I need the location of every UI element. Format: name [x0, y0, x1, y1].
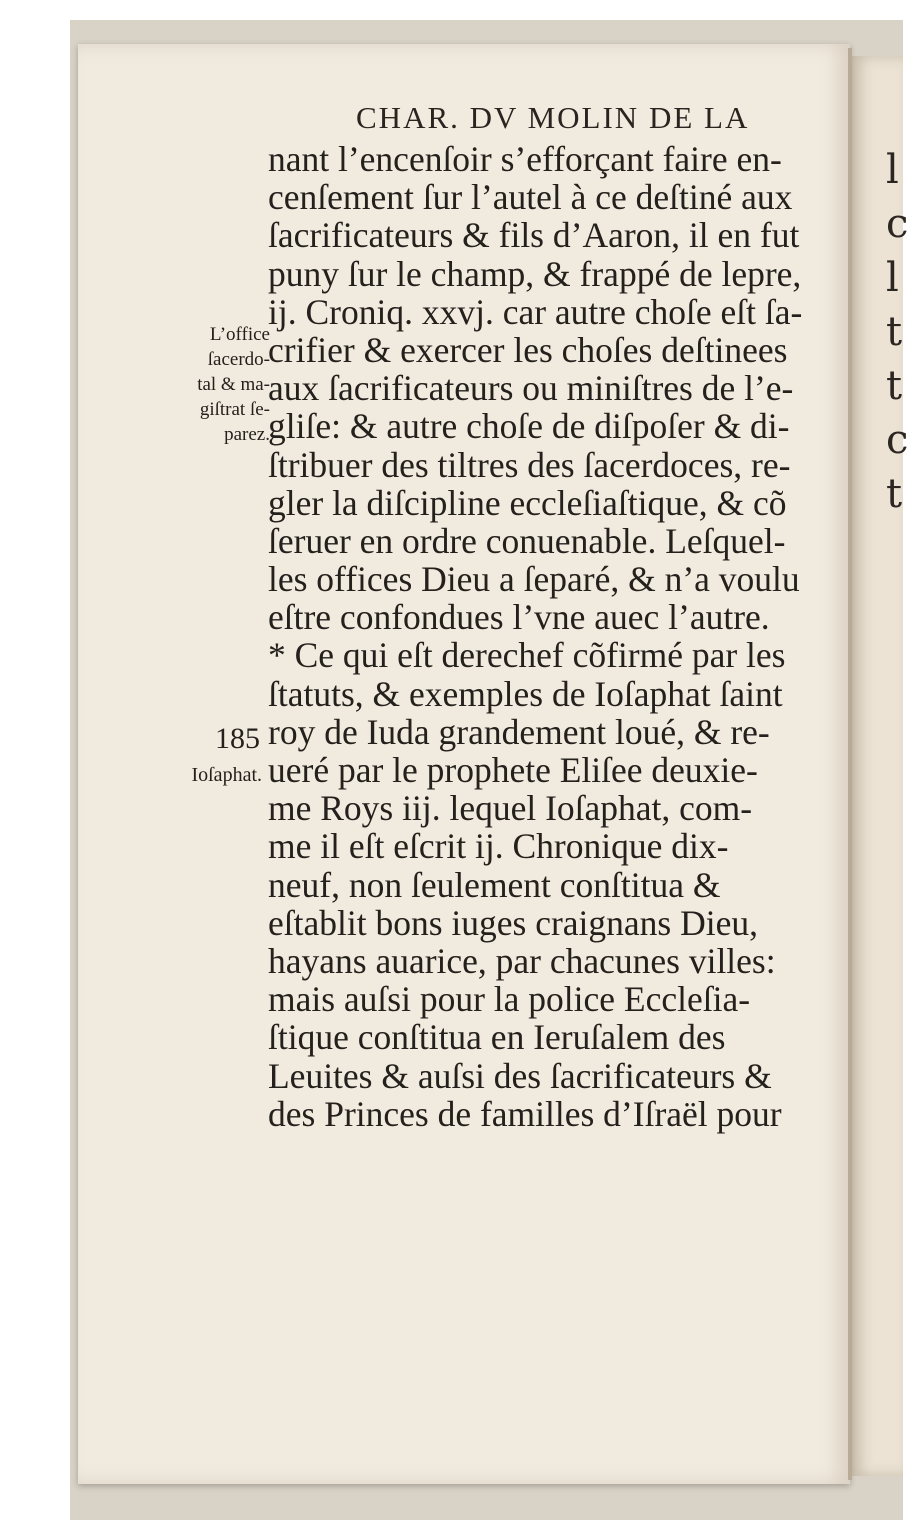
text-line: mais auſsi pour la police Eccleſia-	[268, 979, 751, 1020]
margin-note-line: tal & ma-	[197, 374, 270, 395]
text-line: ſtatuts, & exemples de Ioſaphat ſaint	[268, 673, 783, 714]
text-line: eſtablit bons iuges craignans Dieu,	[268, 902, 758, 943]
facing-page-fragments	[858, 147, 908, 528]
text-line: puny ſur le champ, & frappé de lepre,	[268, 253, 802, 294]
facing-fragment: t	[886, 471, 903, 517]
facing-fragment: l	[886, 255, 899, 301]
facing-fragment: t	[886, 309, 903, 355]
running-header: CHAR. DV MOLIN DE LA	[356, 100, 750, 135]
text-line: ſtique conſtitua en Ieruſalem des	[268, 1017, 726, 1058]
margin-note-line: giſtrat ſe-	[199, 399, 270, 420]
text-line: ij. Croniq. xxvj. car autre choſe eſt ſa-	[268, 291, 803, 332]
body-text	[268, 140, 848, 1133]
text-line: roy de Iuda grandement loué, & re-	[268, 711, 770, 752]
text-line: ueré par le prophete Eliſee deuxie-	[268, 750, 758, 790]
text-line: ſacrificateurs & fils d’Aaron, il en fut	[268, 215, 800, 256]
text-line: ſeruer en ordre conuenable. Leſquel-	[268, 520, 786, 561]
facing-fragment: c	[886, 201, 908, 247]
text-line: gler la diſcipline eccleſiaſtique, & cõ	[268, 482, 787, 523]
text-line: hayans auarice, par chacunes villes:	[268, 940, 776, 981]
text-line: neuf, non ſeulement conſtitua &	[268, 864, 721, 905]
text-line: me Roys iij. lequel Ioſaphat, com-	[268, 788, 753, 829]
text-line: gliſe: & autre choſe de diſpoſer & di-	[268, 406, 790, 447]
margin-note-line: L’office	[209, 324, 270, 345]
text-line: eſtre confondues l’vne auec l’autre.	[268, 597, 770, 638]
facing-fragment: c	[886, 417, 908, 463]
text-line: aux ſacrificateurs ou miniſtres de l’e-	[268, 368, 794, 409]
section-number: 185	[215, 722, 260, 755]
margin-note-office	[150, 322, 270, 447]
text-line: * Ce qui eſt derechef cõfirmé par les	[268, 635, 786, 676]
text-line: les offices Dieu a ſeparé, & n’a voulu	[268, 559, 800, 600]
text-line: des Princes de familles d’Iſraël pour	[268, 1093, 782, 1134]
facing-fragment: t	[886, 363, 903, 409]
text-line: me il eſt eſcrit ij. Chronique dix-	[268, 826, 729, 867]
text-line: cenſement ſur l’autel à ce deſtiné aux	[268, 177, 793, 218]
margin-note-line: parez.	[224, 424, 270, 445]
facing-fragment: l	[886, 147, 899, 193]
text-line: crifier & exercer les choſes deſtinees	[268, 329, 788, 370]
text-line: nant l’encenſoir s’efforçant faire en-	[268, 139, 782, 179]
margin-note-iosaphat: Ioſaphat.	[191, 764, 262, 786]
page-edge	[848, 48, 852, 1480]
text-line: ſtribuer des tiltres des ſacerdoces, re-	[268, 444, 791, 485]
margin-note-line: ſacerdo-	[207, 349, 270, 370]
text-line: Leuites & auſsi des ſacrificateurs &	[268, 1055, 772, 1096]
